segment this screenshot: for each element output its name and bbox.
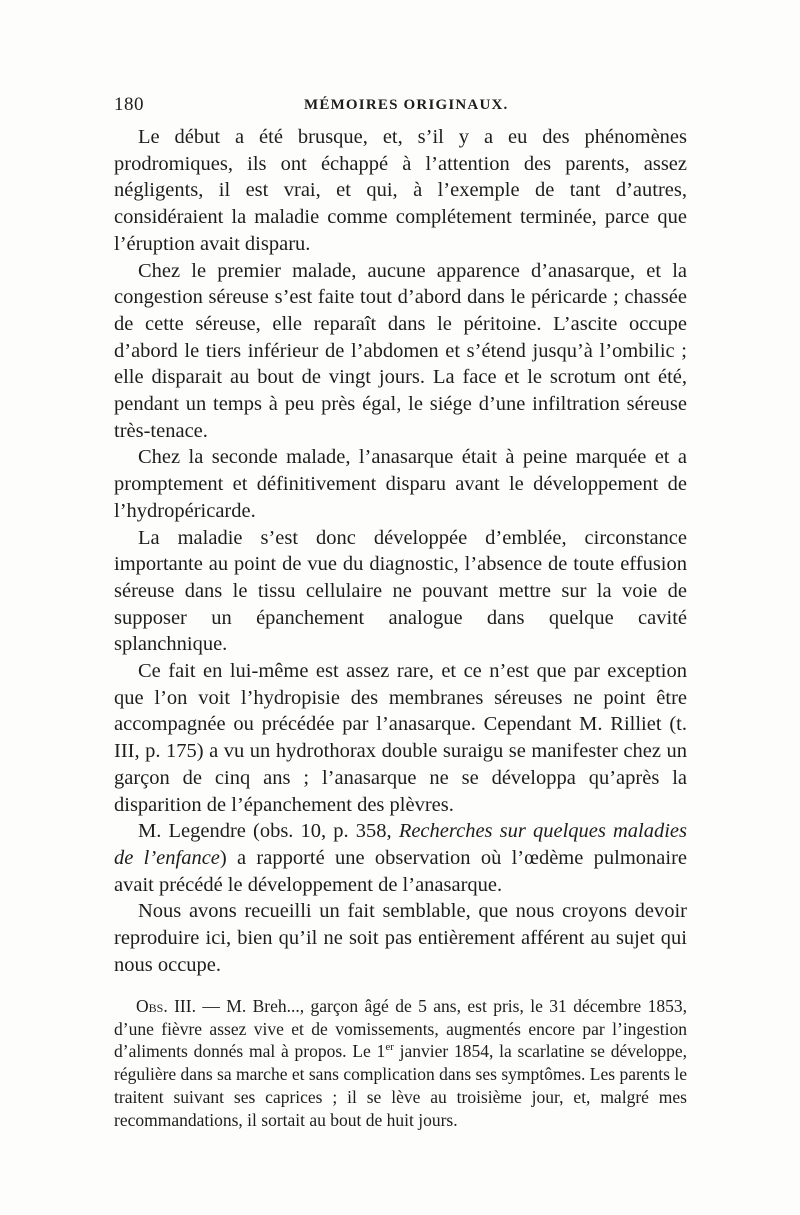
paragraph-case-intro: Nous avons recueilli un fait semblable, que nous croyons devoir reproduire ici, bien qu’il ne soit pas entièrement afférent au sujet qui nous occupe. bbox=[114, 900, 687, 976]
observation-label: Obs. III. bbox=[136, 996, 196, 1016]
legendre-work-title: Recherches sur quelques maladies de l’enfance bbox=[114, 820, 687, 869]
paragraph-onset: Le début a été brusque, et, s’il y a eu des phénomènes prodromiques, ils ont échappé à l’attention des parents, assez négligents, il est vrai, et qui, à l’exemple de tant d’autres, considéraient la maladie comme complétement terminée, parce que l’éruption avait disparu. bbox=[114, 126, 687, 255]
paragraph-second-patient: Chez la seconde malade, l’anasarque était à peine marquée et a promptement et définitivement disparu avant le développement de l’hydropéricarde. bbox=[114, 446, 687, 522]
legendre-text-after: ) a rapporté une observation où l’œdème pulmonaire avait précédé le développement de l’anasarque. bbox=[114, 846, 687, 896]
paragraph-diagnosis: La maladie s’est donc développée d’emblée, circonstance importante au point de vue du diagnostic, l’absence de toute effusion séreuse dans le tissu cellulaire ne pouvant mettre sur la voie de supposer un épanchement analogue dans quelque cavité splanchnique. bbox=[114, 526, 687, 656]
observation-paragraph bbox=[114, 995, 687, 1131]
main-text bbox=[114, 124, 687, 979]
legendre-text-before: M. Legendre (obs. 10, p. 358, bbox=[138, 820, 399, 843]
page-number: 180 bbox=[114, 94, 144, 115]
observation-superscript: er bbox=[385, 1041, 394, 1054]
observation-block bbox=[114, 995, 687, 1131]
paragraph-first-patient: Chez le premier malade, aucune apparence d’anasarque, et la congestion séreuse s’est faite tout d’abord dans le péricarde ; chassée de cette séreuse, elle reparaît dans le péritoine. L’ascite occupe d’abord le tiers inférieur de l’abdomen et s’étend jusqu’à l’ombilic ; elle disparait au bout de vingt jours. La face et le scrotum ont été, pendant un temps à peu près égal, le siége d’une infiltration séreuse très-tenace. bbox=[114, 259, 687, 442]
running-head bbox=[114, 94, 686, 124]
running-title: MÉMOIRES ORIGINAUX. bbox=[304, 97, 509, 113]
observation-text-part-2: janvier 1854, la scarlatine se développe, régulière dans sa marche et sans complication dans ses symptômes. Les parents le traitent suivant ses caprices ; il se lève au troisième jour, et, malgré mes recommandations, il sortait au bout de huit jours. bbox=[114, 1041, 687, 1130]
observation-text-part-1: — M. Breh..., garçon âgé de 5 ans, est pris, le 31 décembre 1853, d’une fièvre assez vive et de vomissements, augmentés encore par l’ingestion d’aliments donnés mal à propos. Le 1 bbox=[114, 996, 687, 1062]
paragraph-legendre bbox=[114, 818, 687, 898]
paragraph-rarity: Ce fait en lui-même est assez rare, et ce n’est que par exception que l’on voit l’hydropisie des membranes séreuses ne point être accompagnée ou précédée par l’anasarque. Cependant M. Rilliet (t. III, p. 175) a vu un hydrothorax double suraigu se manifester chez un garçon de cinq ans ; l’anasarque ne se développa qu’après la disparition de l’épanchement des plèvres. bbox=[114, 660, 687, 816]
